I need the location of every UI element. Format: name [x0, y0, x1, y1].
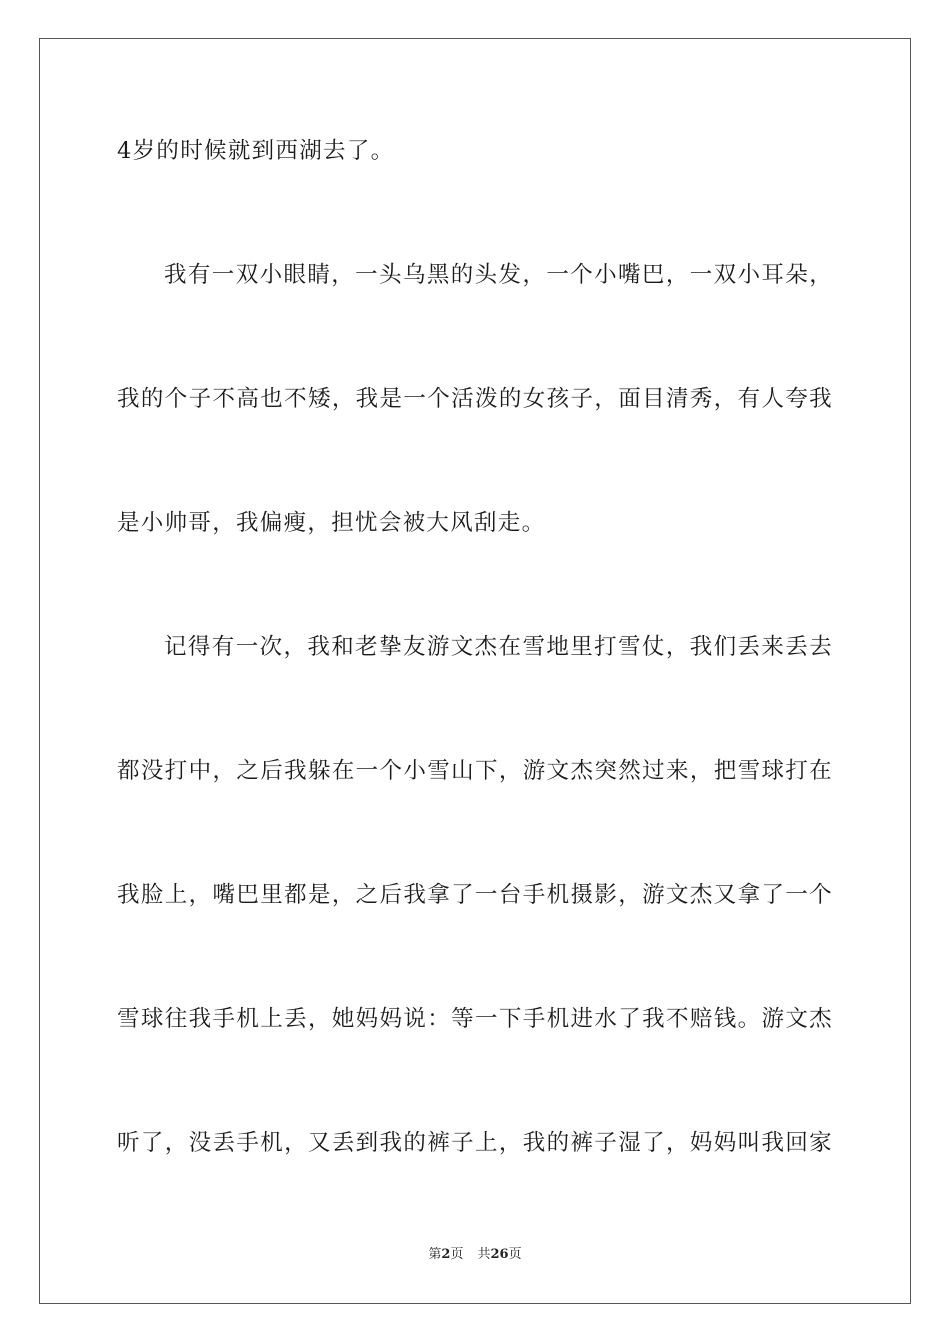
- footer-page-prefix: 第: [428, 1247, 442, 1262]
- text-line-1: 4岁的时候就到西湖去了。: [117, 138, 395, 164]
- text-line-2: 我有一双小眼睛，一头乌黑的头发，一个小嘴巴，一双小耳朵，: [164, 262, 833, 288]
- footer-total-pages: 26: [490, 1247, 509, 1262]
- footer-total-suffix: 页: [508, 1247, 522, 1262]
- text-line-5: 记得有一次，我和老挚友游文杰在雪地里打雪仗，我们丢来丢去: [164, 634, 833, 660]
- text-line-6: 都没打中，之后我躲在一个小雪山下，游文杰突然过来，把雪球打在: [117, 758, 833, 784]
- footer-total-prefix: 共: [477, 1247, 491, 1262]
- text-line-4: 是小帅哥，我偏瘦，担忧会被大风刮走。: [117, 510, 546, 536]
- text-line-9: 听了，没丢手机，又丢到我的裤子上，我的裤子湿了，妈妈叫我回家: [117, 1130, 833, 1156]
- text-line-3: 我的个子不高也不矮，我是一个活泼的女孩子，面目清秀，有人夸我: [117, 386, 833, 412]
- page-border: [39, 38, 911, 1304]
- text-line-8: 雪球往我手机上丢，她妈妈说：等一下手机进水了我不赔钱。游文杰: [117, 1006, 833, 1032]
- footer-page-number: 2: [441, 1247, 451, 1262]
- footer-page-suffix: 页: [450, 1247, 464, 1262]
- page-footer: [0, 1246, 950, 1264]
- text-line-7: 我脸上，嘴巴里都是，之后我拿了一台手机摄影，游文杰又拿了一个: [117, 882, 833, 908]
